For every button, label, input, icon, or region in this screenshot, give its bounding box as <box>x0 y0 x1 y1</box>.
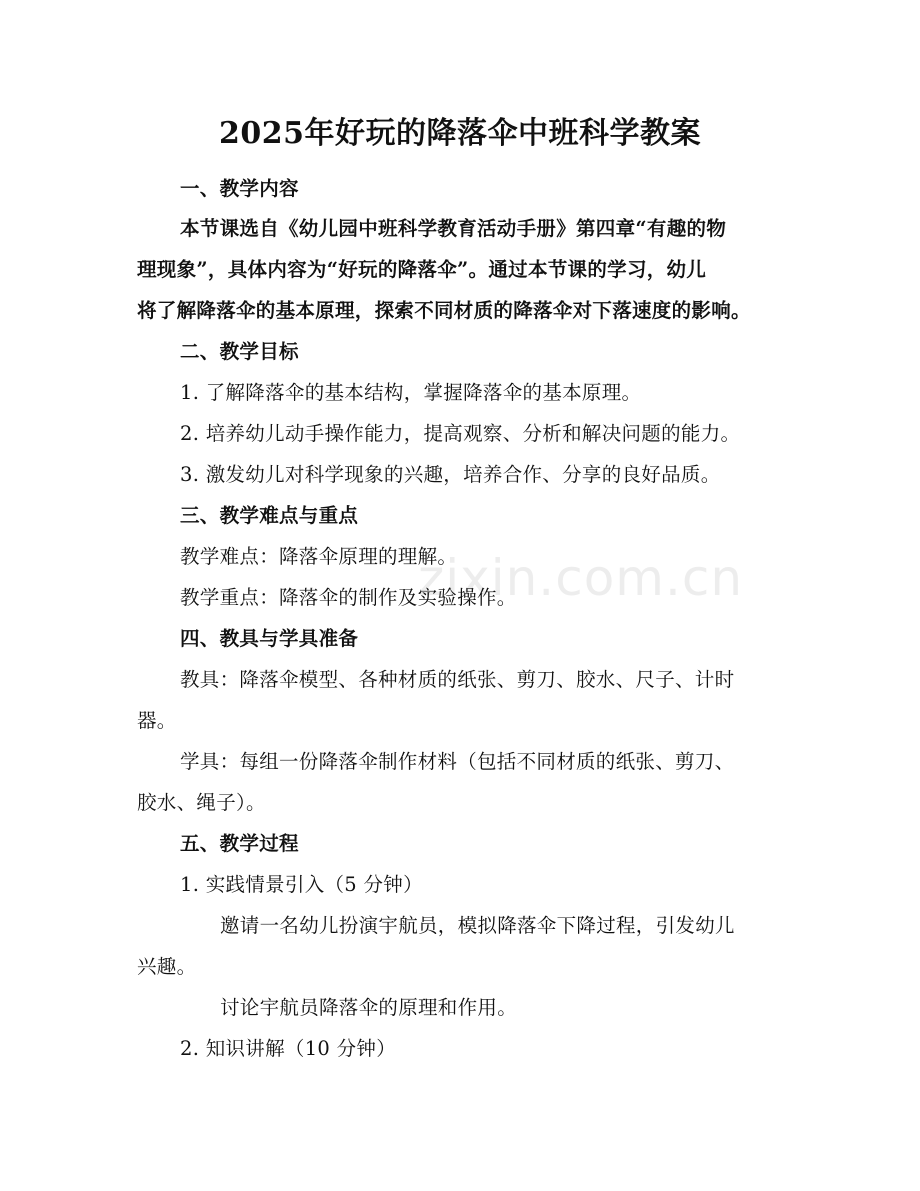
key-point-item: 教学重点：降落伞的制作及实验操作。 <box>180 586 517 609</box>
section-heading-goals: 二、教学目标 <box>180 340 299 363</box>
document-title: 2025年好玩的降落伞中班科学教案 <box>219 116 701 151</box>
section-heading-materials: 四、教具与学具准备 <box>180 627 359 650</box>
paragraph-line: 兴趣。 <box>137 955 197 978</box>
paragraph-line: 讨论宇航员降落伞的原理和作用。 <box>220 996 518 1019</box>
section-heading-content: 一、教学内容 <box>180 177 299 200</box>
process-step: 2. 知识讲解（10 分钟） <box>180 1037 397 1060</box>
goal-item: 2. 培养幼儿动手操作能力，提高观察、分析和解决问题的能力。 <box>180 422 741 445</box>
paragraph-line: 邀请一名幼儿扮演宇航员，模拟降落伞下降过程，引发幼儿 <box>220 914 735 937</box>
paragraph-line: 教具：降落伞模型、各种材质的纸张、剪刀、胶水、尺子、计时 <box>180 668 735 691</box>
paragraph-line: 胶水、绳子）。 <box>137 791 266 814</box>
paragraph-line: 本节课选自《幼儿园中班科学教育活动手册》第四章“有趣的物 <box>180 217 727 240</box>
paragraph-line: 理现象”，具体内容为“好玩的降落伞”。通过本节课的学习，幼儿 <box>137 258 707 281</box>
paragraph-line: 学具：每组一份降落伞制作材料（包括不同材质的纸张、剪刀、 <box>180 750 735 773</box>
paragraph-line: 器。 <box>137 709 177 732</box>
process-step: 1. 实践情景引入（5 分钟） <box>180 873 423 896</box>
goal-item: 3. 激发幼儿对科学现象的兴趣，培养合作、分享的良好品质。 <box>180 463 721 486</box>
goal-item: 1. 了解降落伞的基本结构，掌握降落伞的基本原理。 <box>180 381 642 404</box>
difficulty-item: 教学难点：降落伞原理的理解。 <box>180 545 458 568</box>
section-heading-difficulty: 三、教学难点与重点 <box>180 504 359 527</box>
section-heading-process: 五、教学过程 <box>180 832 299 855</box>
paragraph-line: 将了解降落伞的基本原理，探索不同材质的降落伞对下落速度的影响。 <box>137 299 751 322</box>
watermark-text: zixin.com.cn <box>418 549 744 607</box>
